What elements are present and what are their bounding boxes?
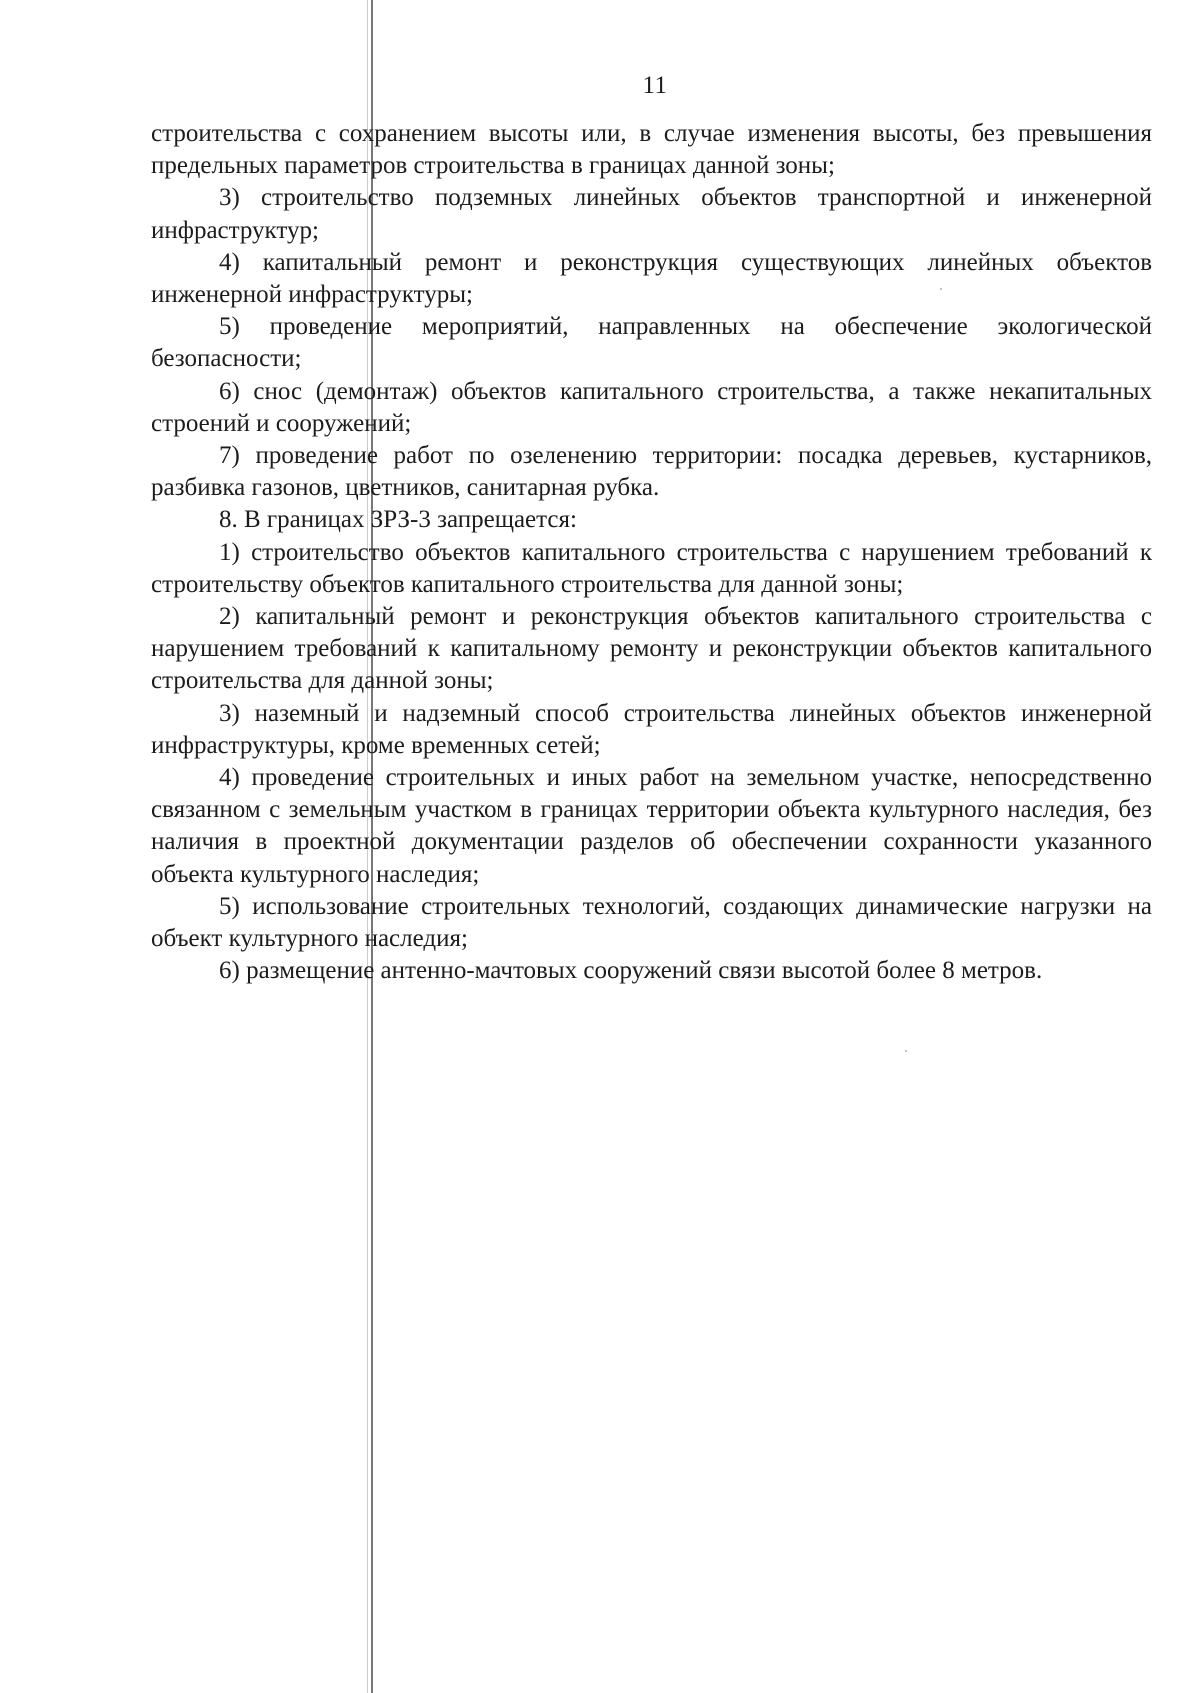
paragraph-item-6: 6) снос (демонтаж) объектов капитального строительства, а также некапитальных строений и сооружений;: [151, 377, 1152, 437]
prohibition-item-5: 5) использование строительных технологий, создающих динамические нагрузки на объект культурного наследия;: [151, 892, 1152, 953]
paragraph-item-4: 4) капитальный ремонт и реконструкция существующих линейных объектов инженерной инфраструктуры;: [151, 248, 1152, 309]
scan-speck: [940, 288, 942, 290]
prohibition-item-1: 1) строительство объектов капитального строительства с нарушением требований к строительству объектов капитального строительства для данной зоны;: [151, 538, 1152, 598]
prohibition-item-3: 3) наземный и надземный способ строительства линейных объектов инженерной инфраструктуры, кроме временных сетей;: [151, 699, 1152, 759]
prohibition-item-4: 4) проведение строительных и иных работ на земельном участке, непосредственно связанном с земельным участком в границах территории объекта культурного наследия, без наличия в проектной документации разделов об обеспечении сохранности указанного объекта культурного наследия;: [151, 764, 1152, 888]
prohibition-item-2: 2) капитальный ремонт и реконструкция объектов капитального строительства с нарушением требований к капитальному ремонту и реконструкции объектов капитального строительства для данной зоны;: [151, 603, 1152, 695]
paragraph-item-5: 5) проведение мероприятий, направленных на обеспечение экологической безопасности;: [151, 313, 1152, 373]
paragraph-item-3: 3) строительство подземных линейных объектов транспортной и инженерной инфраструктур;: [151, 184, 1152, 244]
prohibition-item-6: 6) размещение антенно-мачтовых сооружений связи высотой более 8 метров.: [219, 957, 1043, 985]
document-body: [151, 118, 1152, 987]
section-heading-8: 8. В границах ЗРЗ-3 запрещается:: [219, 506, 577, 534]
scan-speck: [905, 1050, 907, 1052]
paragraph-continuation: строительства с сохранением высоты или, в случае изменения высоты, без превышения предельных параметров строительства в границах данной зоны;: [151, 120, 1152, 180]
paragraph-item-7: 7) проведение работ по озеленению территории: посадка деревьев, кустарников, разбивка газонов, цветников, санитарная рубка.: [151, 442, 1152, 502]
page-number: 11: [642, 72, 668, 99]
